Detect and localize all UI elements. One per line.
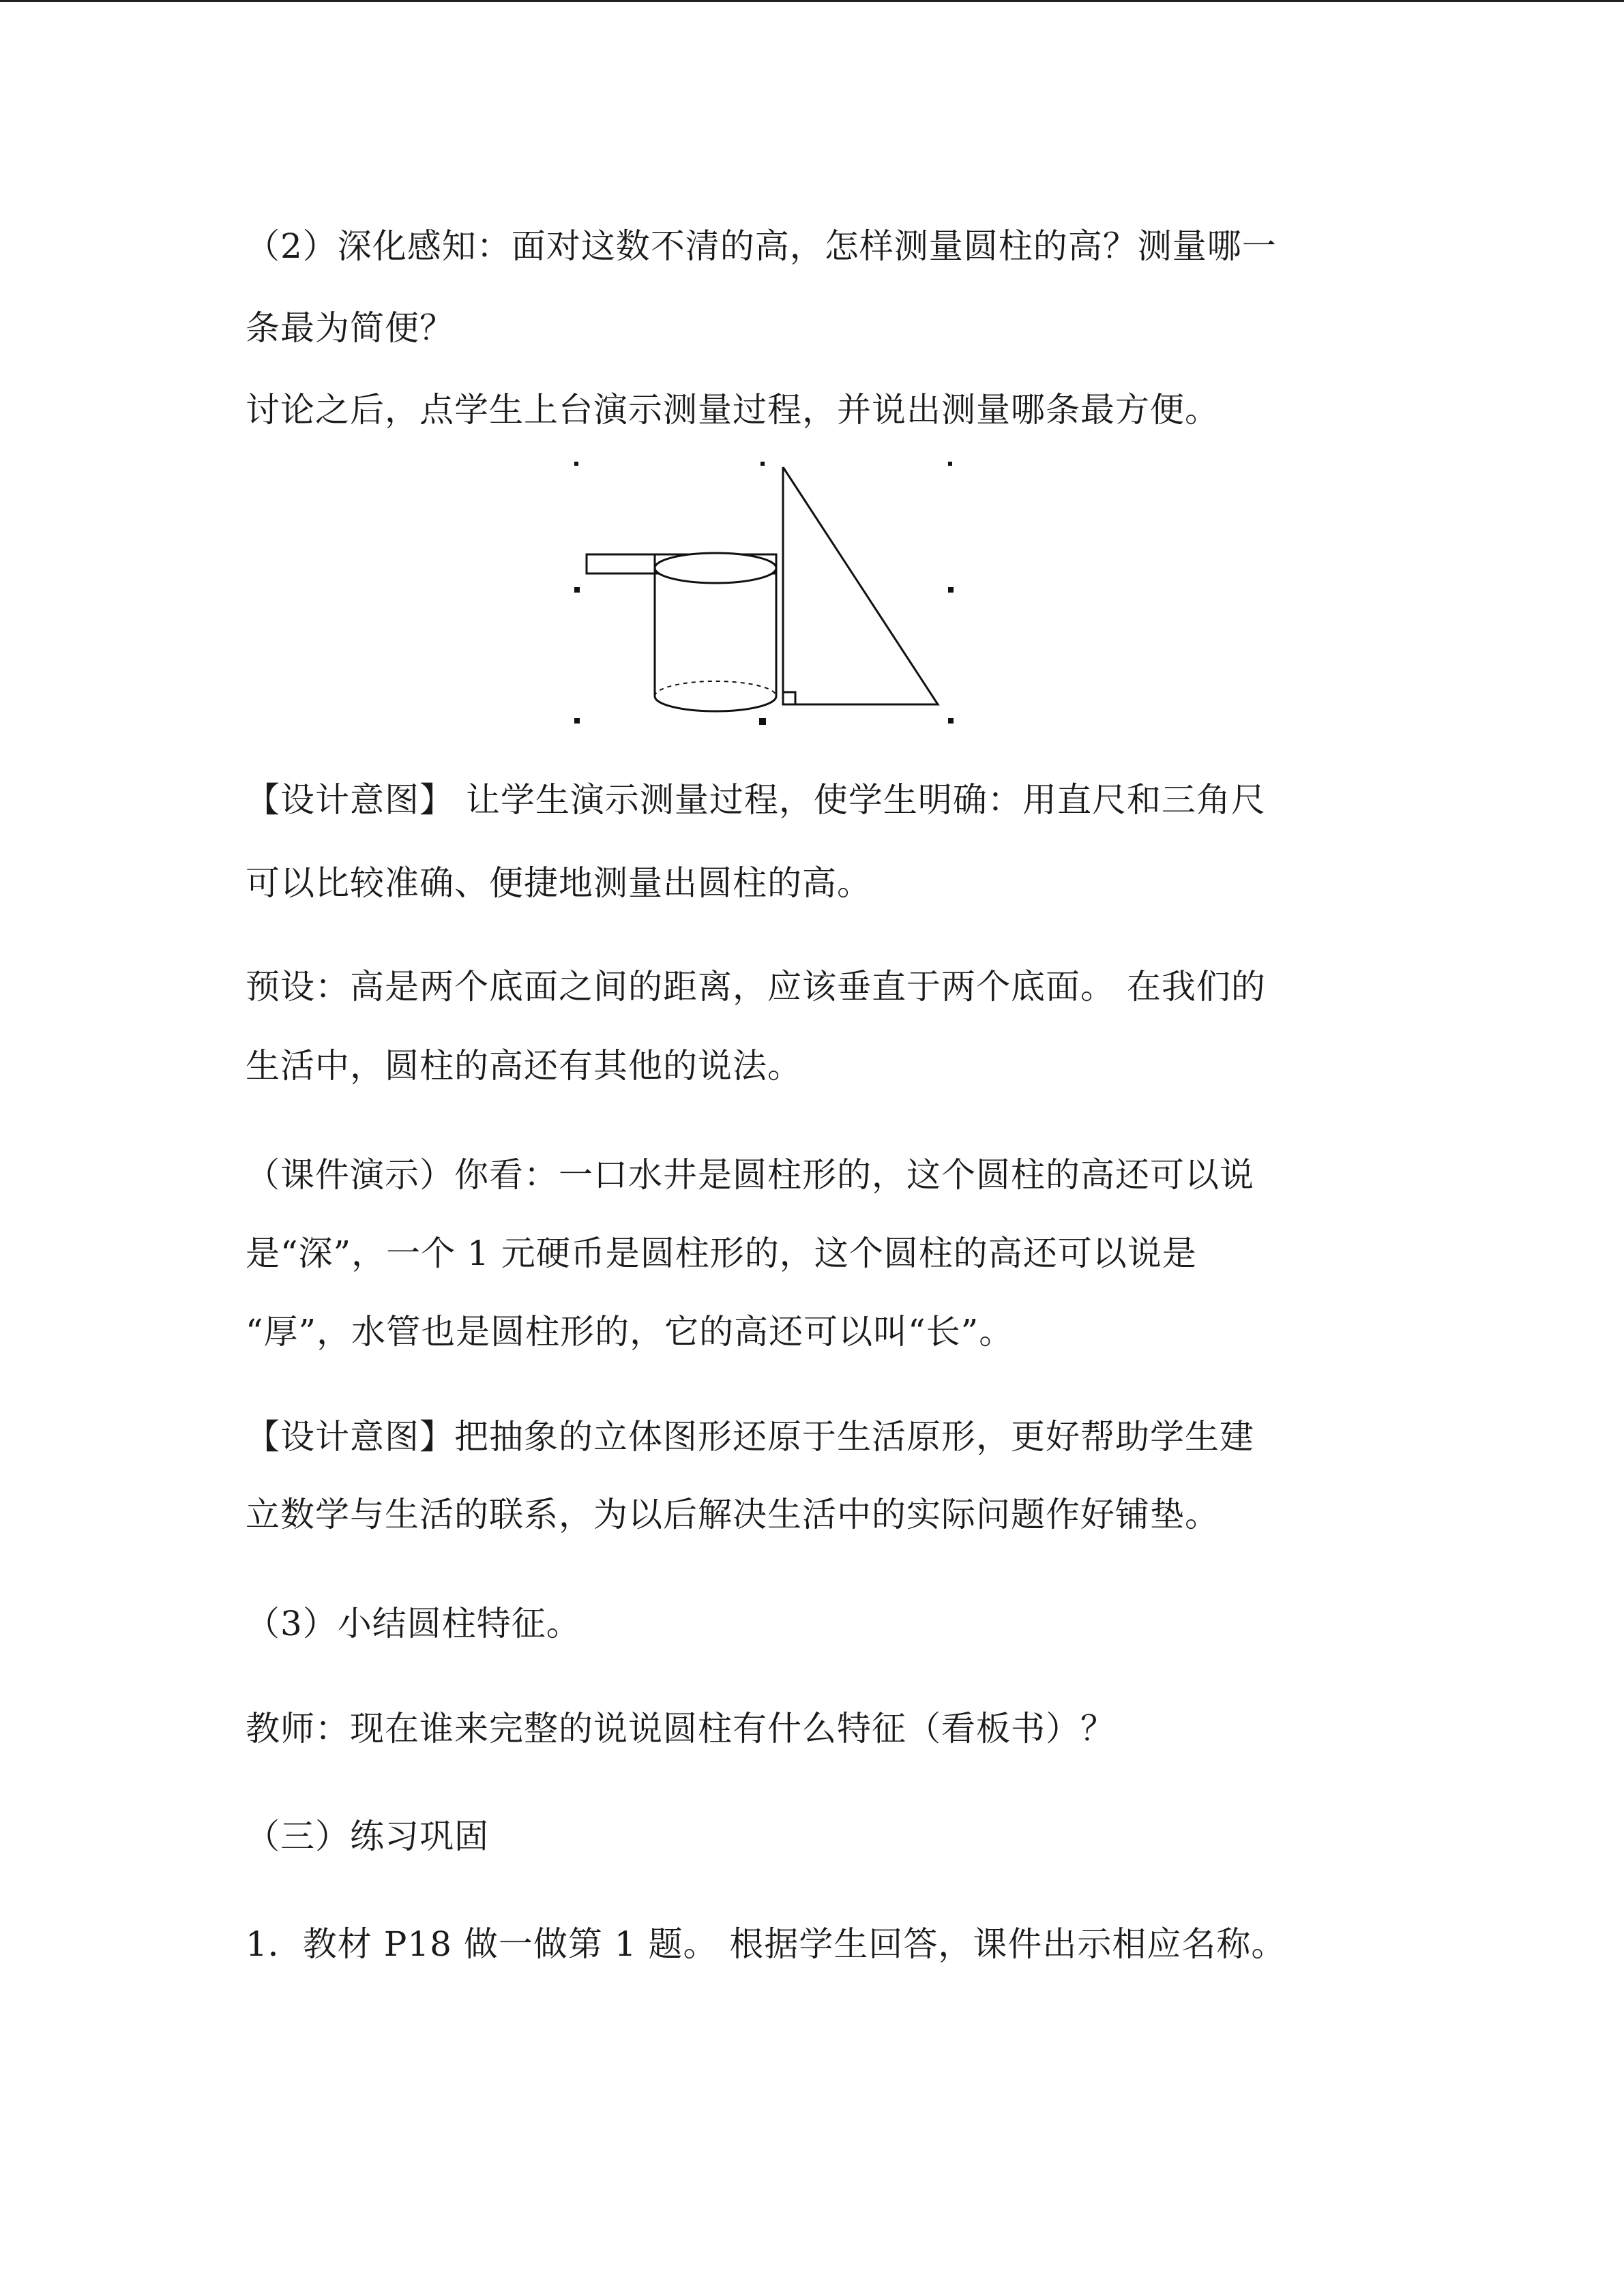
cylinder-measurement-figure	[566, 452, 962, 732]
triangle-ruler-shape	[783, 467, 938, 704]
paragraph-deepen-perception-line1: （2）深化感知：面对这数不清的高，怎样测量圆柱的高？测量哪一	[246, 226, 1277, 266]
paragraph-deepen-perception-line2: 条最为简便？	[246, 308, 454, 348]
teacher-question: 教师：现在谁来完整的说说圆柱有什么特征（看板书）？	[246, 1709, 1115, 1748]
preset-line2: 生活中，圆柱的高还有其他的说法。	[246, 1046, 802, 1086]
courseware-demo-line1: （课件演示）你看：一口水井是圆柱形的，这个圆柱的高还可以说	[246, 1155, 1254, 1195]
cylinder-shape	[655, 553, 776, 711]
design-intent-2-line2: 立数学与生活的联系，为以后解决生活中的实际问题作好铺垫。	[246, 1495, 1220, 1534]
selection-handles	[574, 462, 954, 725]
design-intent-1-line2: 可以比较准确、便捷地测量出圆柱的高。	[246, 863, 872, 903]
section-practice-heading: （三）练习巩固	[246, 1817, 489, 1856]
design-intent-1-line1: 【设计意图】 让学生演示测量过程，使学生明确：用直尺和三角尺	[246, 780, 1266, 820]
paragraph-discussion: 讨论之后，点学生上台演示测量过程，并说出测量哪条最方便。	[246, 390, 1220, 430]
summary-heading: （3）小结圆柱特征。	[246, 1604, 581, 1643]
courseware-demo-line3: “厚”，水管也是圆柱形的，它的高还可以叫“长”。	[246, 1312, 1014, 1352]
design-intent-2-line1: 【设计意图】把抽象的立体图形还原于生活原形，更好帮助学生建	[246, 1417, 1254, 1457]
ruler-front	[587, 554, 655, 573]
exercise-item-1: 1．教材 P18 做一做第 1 题。 根据学生回答，课件出示相应名称。	[246, 1924, 1286, 1964]
courseware-demo-line2: 是“深”，一个 1 元硬币是圆柱形的，这个圆柱的高还可以说是	[246, 1234, 1197, 1273]
preset-line1: 预设：高是两个底面之间的距离，应该垂直于两个底面。 在我们的	[246, 967, 1266, 1007]
